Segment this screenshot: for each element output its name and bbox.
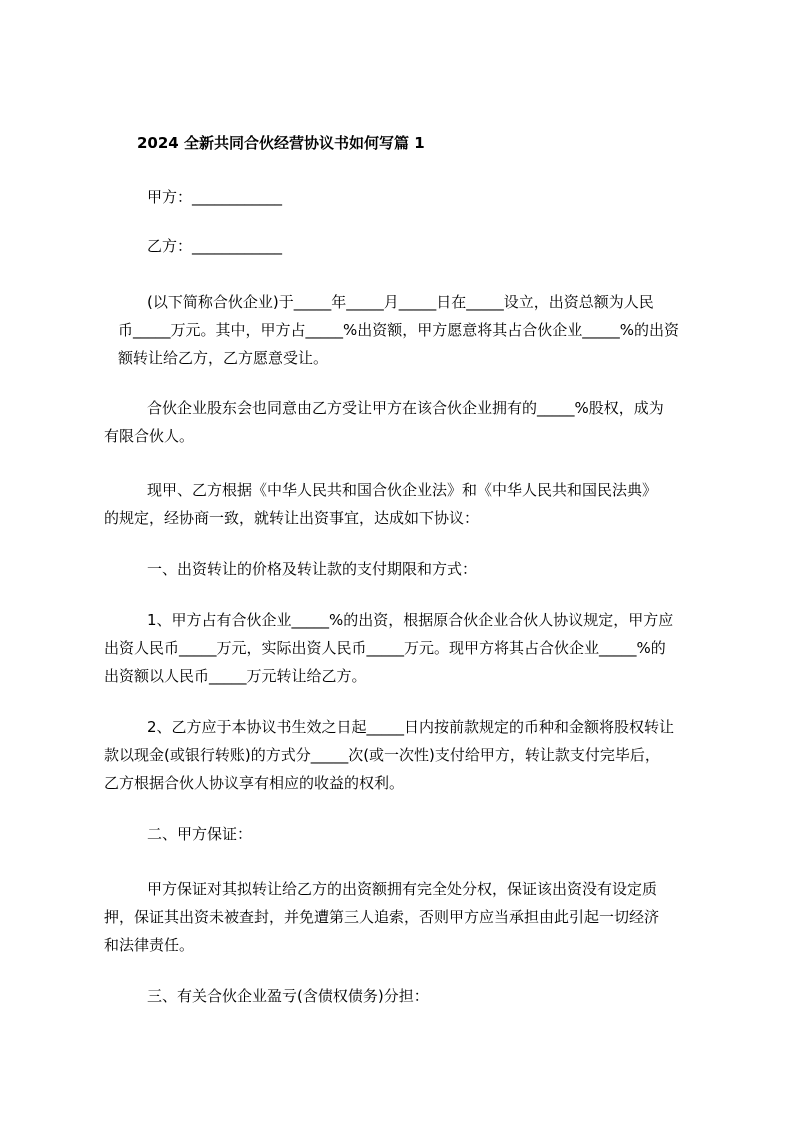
paragraph-line: (以下简称合伙企业)于_____年_____月_____日在_____设立，出资总额为人民 bbox=[147, 293, 654, 311]
paragraph-line: 和法律责任。 bbox=[104, 936, 195, 954]
paragraph-line: 2、乙方应于本协议书生效之日起_____日内按前款规定的币种和金额将股权转让 bbox=[147, 718, 675, 736]
paragraph-line: 的规定，经协商一致，就转让出资事宜，达成如下协议： bbox=[104, 509, 480, 527]
paragraph-line: 现甲、乙方根据《中华人民共和国合伙企业法》和《中华人民共和国民法典》 bbox=[147, 481, 658, 499]
document-title: 2024 全新共同合伙经营协议书如何写篇 1 bbox=[137, 134, 425, 152]
party-a-line: 甲方：____________ bbox=[147, 188, 283, 206]
paragraph-line: 合伙企业股东会也同意由乙方受让甲方在该合伙企业拥有的_____%股权，成为 bbox=[147, 399, 664, 417]
paragraph-line: 甲方保证对其拟转让给乙方的出资额拥有完全处分权，保证该出资没有设定质 bbox=[147, 880, 658, 898]
party-b-line: 乙方：____________ bbox=[147, 237, 283, 255]
paragraph-line: 乙方根据合伙人协议享有相应的收益的权利。 bbox=[104, 774, 405, 792]
paragraph-line: 1、甲方占有合伙企业_____%的出资，根据原合伙企业合伙人协议规定，甲方应 bbox=[147, 611, 674, 629]
section-heading: 二、甲方保证： bbox=[147, 825, 253, 843]
paragraph-line: 额转让给乙方，乙方愿意受让。 bbox=[118, 349, 329, 367]
paragraph-line: 押，保证其出资未被查封，并免遭第三人追索，否则甲方应当承担由此引起一切经济 bbox=[104, 908, 660, 926]
paragraph-line: 出资人民币_____万元，实际出资人民币_____万元。现甲方将其占合伙企业_____%的 bbox=[104, 639, 666, 657]
paragraph-line: 币_____万元。其中，甲方占_____%出资额，甲方愿意将其占合伙企业_____%的出资 bbox=[118, 321, 680, 339]
paragraph-line: 有限合伙人。 bbox=[104, 427, 195, 445]
section-heading: 一、出资转让的价格及转让款的支付期限和方式： bbox=[147, 560, 478, 578]
paragraph-line: 出资额以人民币_____万元转让给乙方。 bbox=[104, 667, 367, 685]
section-heading: 三、有关合伙企业盈亏(含债权债务)分担： bbox=[147, 987, 429, 1005]
paragraph-line: 款以现金(或银行转账)的方式分_____次(或一次性)支付给甲方，转让款支付完毕后， bbox=[104, 746, 660, 764]
